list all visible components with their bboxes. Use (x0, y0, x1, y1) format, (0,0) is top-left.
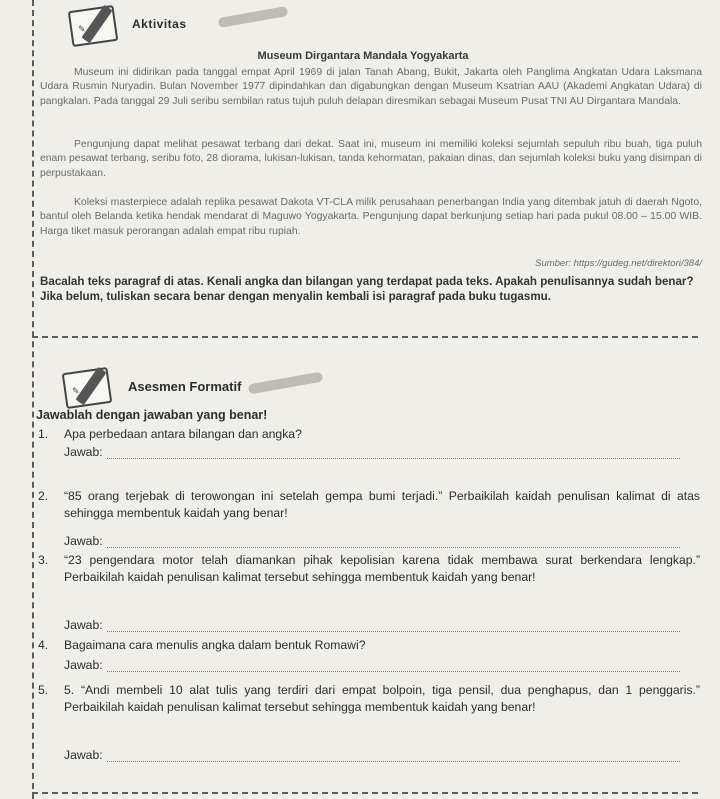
aktivitas-title: Aktivitas (132, 17, 187, 31)
paragraph-3: Koleksi masterpiece adalah replika pesawat Dakota VT-CLA milik perusahaan penerbangan India yang ditembak jatuh di daerah Ngoto, bantul oleh Belanda ketika hendak mendarat di Maguwo Yogyakarta. Pengunjung dapat berkunjung setiap hari pada pukul 08.00 – 15.00 WIB. Harga tiket masuk perorangan adalah empat ribu rupiah. (40, 197, 702, 237)
answer-line-1[interactable]: Jawab: (64, 445, 680, 459)
book-pen-icon: ✎ (66, 2, 128, 46)
question-5: 5. 5. “Andi membeli 10 alat tulis yang terdiri dari empat bolpoin, tiga pensil, dua penghapus, dan 1 penggaris.” Perbaikilah kaidah penulisan kalimat tersebut sehingga membentuk kaidah yang benar! (38, 683, 700, 714)
aktivitas-header (66, 2, 187, 46)
answer-line-5[interactable]: Jawab: (64, 748, 680, 762)
question-4: 4. Bagaimana cara menulis angka dalam bentuk Romawi? (38, 638, 366, 652)
answer-line-3[interactable]: Jawab: (64, 618, 680, 632)
brush-stroke-decoration (218, 6, 289, 28)
worksheet-page (18, 0, 708, 799)
brush-stroke-decoration (248, 372, 324, 395)
aktivitas-instruction: Bacalah teks paragraf di atas. Kenali angka dan bilangan yang terdapat pada teks. Apakah penulisannya sudah benar? Jika belum, tuliskan secara benar dengan menyalin kembali isi paragraf pada buku tugasmu. (40, 275, 694, 303)
asesmen-instruction: Jawablah dengan jawaban yang benar! (36, 408, 268, 422)
left-dashed-border (32, 0, 34, 799)
answer-line-2[interactable]: Jawab: (64, 534, 680, 548)
question-2: 2. “85 orang terjebak di terowongan ini setelah gempa bumi terjadi.” Perbaikilah kaidah penulisan kalimat di atas sehingga membentuk kaidah yang benar! (38, 489, 700, 520)
section-divider (32, 336, 698, 338)
question-1: 1. Apa perbedaan antara bilangan dan angka? (38, 427, 302, 441)
document-title: Museum Dirgantara Mandala Yogyakarta (257, 50, 469, 62)
paragraph-1: Museum ini didirikan pada tanggal empat April 1969 di jalan Tanah Abang, Bukit, Jakarta oleh Panglima Angkatan Udara Laksmana Udara Rusmin Nuryadin. Bulan November 1977 dipindahkan dan digabungkan dengan Museum Ksatrian AAU (Akademi Angkatan Udara) di pangkalan. Pada tanggal 29 Juli seribu sembilan ratus tujuh puluh delapan diresmikan sebagai Museum Pusat TNI AU Dirgantara Mandala. (40, 67, 702, 107)
asesmen-title: Asesmen Formatif (128, 378, 242, 394)
answer-line-4[interactable]: Jawab: (64, 658, 680, 672)
bottom-dashed-border (32, 792, 698, 794)
asesmen-header (60, 364, 241, 408)
question-3: 3. “23 pengendara motor telah diamankan pihak kepolisian karena tidak membawa surat berkendara lengkap.” Perbaikilah kaidah penulisan kalimat tersebut sehingga membentuk kaidah yang benar! (38, 553, 700, 584)
source-citation: Sumber: https://gudeg.net/direktori/384/ (535, 258, 702, 269)
pencil-icon: ✎ (60, 364, 122, 408)
paragraph-2: Pengunjung dapat melihat pesawat terbang dari dekat. Saat ini, museum ini memiliki koleksi sejumlah sepuluh ribu buah, tiga puluh enam pesawat terbang, seribu foto, 28 diorama, lukisan-lukisan, tanda kehormatan, pakaian dinas, dan sejumlah koleksi buku yang disimpan di perpustakaan. (40, 139, 702, 179)
